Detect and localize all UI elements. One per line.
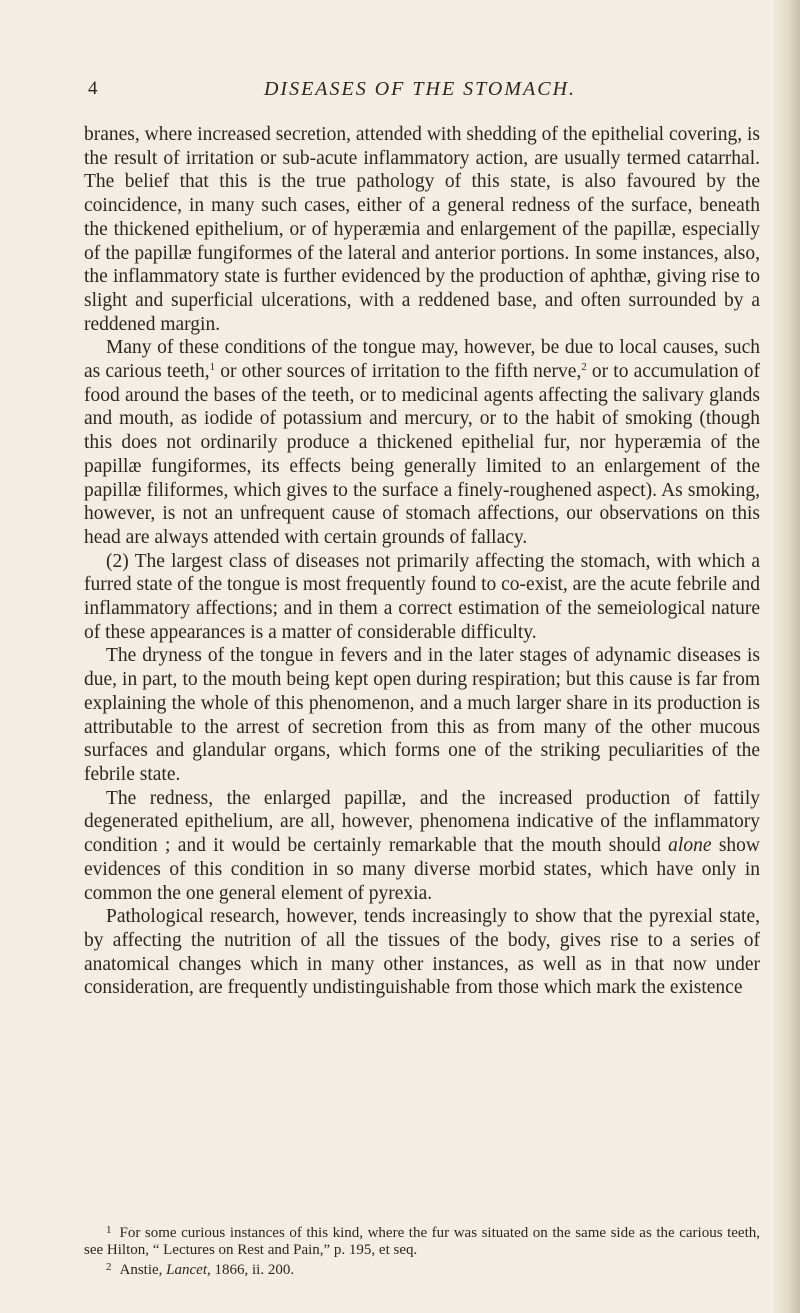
page-header: [80, 78, 760, 106]
paragraph-5: The redness, the enlarged papillæ, and the increased production of fattily degenerated epithelium, are all, however, phenomena indicative of the inflammatory condition ; and it would be certainly remarkable that the mouth should alone show evidences of this condition in so many diverse morbid states, which have only in common the one general element of pyrexia.: [84, 787, 760, 904]
footnote-2: $^2$ Anstie, Lancet, 1866, ii. 200.: [106, 1261, 295, 1278]
running-title: DISEASES OF THE STOMACH.: [263, 78, 577, 100]
journal-title: Lancet,: [166, 1262, 211, 1278]
paragraph-4: The dryness of the tongue in fevers and in the later stages of adynamic diseases is due, in part, to the mouth being kept open during respiration; but this cause is far from explaining the whole of this phenomenon, and a much larger share in its production is attributable to the arrest of secretion from this as from many of the other mucous surfaces and glandular organs, which forms one of the striking peculiarities of the febrile state.: [84, 645, 760, 785]
footnote-ref-1: 1: [209, 361, 216, 374]
body-text: [84, 123, 760, 1000]
footnote-ref-2: 2: [581, 361, 587, 374]
paragraph-6: Pathological research, however, tends increasingly to show that the pyrexial state, by affecting the nutrition of all the tissues of the body, gives rise to a series of anatomical changes which in many other instances, as well as in that now under consideration, are frequently undistinguishable from those which mark the existence: [84, 906, 760, 999]
page-number: 4: [88, 78, 98, 99]
footnote-mark-1: 1: [106, 1224, 112, 1236]
paragraph-2: Many of these conditions of the tongue may, however, be due to local causes, such as carious teeth,$^1$ or other sources of irritation to the fifth nerve,$^2$ or to accumulation of food around the bases of the teeth, or to medicinal agents affecting the salivary glands and mouth, as iodide of potassium and mercury, or to the habit of smoking (though this does not ordinarily produce a thickened epithelial fur, nor hyperæmia of the papillæ fungiformes, its effects being generally limited to an enlargement of the papillæ filiformes, which gives to the surface a finely-roughened aspect). As smoking, however, is not an unfrequent cause of stomach affections, our observations on this head are always attended with certain grounds of fallacy.: [84, 337, 760, 548]
footnote-1: $^1$ For some curious instances of this kind, where the fur was situated on the same side as the carious teeth, see Hilton, “ Lectures on Rest and Pain,” p. 195, et seq.: [84, 1224, 760, 1258]
emphasis-alone: alone: [668, 835, 712, 857]
paragraph-3: (2) The largest class of diseases not primarily affecting the stomach, with which a furred state of the tongue is most frequently found to co-exist, are the acute febrile and inflammatory affections; and in them a correct estimation of the semeiological nature of these appearances is a matter of considerable difficulty.: [84, 550, 760, 643]
paragraph-1: branes, where increased secretion, attended with shedding of the epithelial covering, is the result of irritation or sub-acute inflammatory action, are usually termed catarrhal. The belief that this is the true pathology of this state, is also favoured by the coincidence, in many such cases, either of a general redness of the surface, beneath the thickened epithelium, or of hyperæmia and enlargement of the papillæ, especially of the papillæ fungiformes of the lateral and anterior portions. In some instances, also, the inflammatory state is further evidenced by the production of aphthæ, giving rise to slight and superficial ulcerations, with a reddened base, and often surrounded by a reddened margin.: [84, 124, 760, 335]
footnote-mark-2: 2: [106, 1261, 112, 1273]
footnotes: [84, 1222, 760, 1279]
page-edge-shadow: [774, 0, 800, 1313]
